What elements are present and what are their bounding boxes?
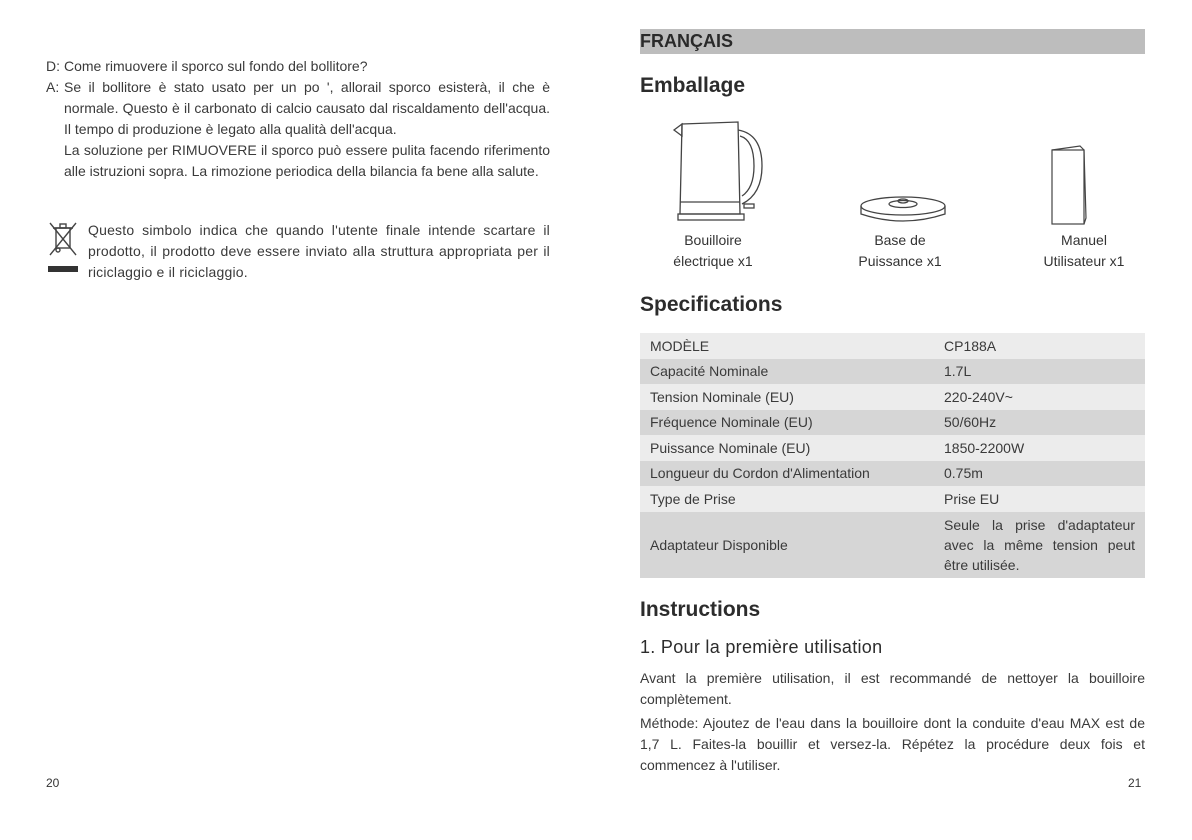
- table-row: [640, 384, 1145, 410]
- spec-label: Adaptateur Disponible: [640, 512, 934, 578]
- faq-answer-2: La soluzione per RIMUOVERE il sporco può essere pulita facendo riferimento alle istruzioni sopra. La rimozione periodica della bilancia fa bene alla salute.: [64, 142, 550, 179]
- faq-question: Come rimuovere il sporco sul fondo del bollitore?: [64, 58, 368, 74]
- language-header: FRANÇAIS: [640, 29, 1145, 54]
- spec-label: MODÈLE: [640, 333, 934, 359]
- spec-value: 220-240V~: [934, 384, 1145, 410]
- instructions-paragraph-2: Méthode: Ajoutez de l'eau dans la bouilloire dont la conduite d'eau MAX est de 1,7 L. Faites-la bouillir et versez-la. Répétez la procédure deux fois et commencez à l'utiliser.: [640, 715, 1145, 773]
- specs-title: Specifications: [640, 293, 783, 316]
- spec-label: Tension Nominale (EU): [640, 384, 934, 410]
- spec-label: Capacité Nominale: [640, 359, 934, 385]
- spec-value: 0.75m: [934, 461, 1145, 487]
- spec-value: Seule la prise d'adaptateur avec la même tension peut être utilisée.: [934, 512, 1145, 578]
- item-base-caption: Base de Puissance x1: [858, 232, 942, 269]
- table-row: [640, 486, 1145, 512]
- instructions-title: Instructions: [640, 598, 761, 621]
- spec-value: 1850-2200W: [934, 435, 1145, 461]
- spec-value: 1.7L: [934, 359, 1145, 385]
- table-row: [640, 435, 1145, 461]
- spec-label: Type de Prise: [640, 486, 934, 512]
- spec-label: Longueur du Cordon d'Alimentation: [640, 461, 934, 487]
- spec-label: Puissance Nominale (EU): [640, 435, 934, 461]
- faq-answer-1: Se il bollitore è stato usato per un po ', allorail sporco esisterà, il che è normale. Questo è il carbonato di calcio causato dal riscaldamento dell'acqua. Il tempo di produzione è legato alla qualità dell'acqua.: [64, 79, 550, 137]
- table-row: [640, 410, 1145, 436]
- power-base-icon: [856, 192, 950, 231]
- weee-text: Questo simbolo indica che quando l'utente finale intende scartare il prodotto, il prodotto deve essere inviato alla struttura appropriata per il riciclaggio e il riciclaggio.: [88, 222, 550, 280]
- item-kettle-caption: Bouilloire électrique x1: [673, 232, 753, 269]
- kettle-icon: [668, 116, 770, 233]
- table-row: [640, 333, 1145, 359]
- table-row: [640, 461, 1145, 487]
- question-prefix: D:: [46, 58, 60, 74]
- spec-value: 50/60Hz: [934, 410, 1145, 436]
- item-manual-caption: Manuel Utilisateur x1: [1043, 232, 1125, 269]
- packaging-title: Emballage: [640, 74, 746, 97]
- table-row: [640, 359, 1145, 385]
- table-row: [640, 512, 1145, 578]
- faq-block: [46, 56, 550, 182]
- crossed-out-bin-icon: [46, 220, 82, 283]
- spec-value: Prise EU: [934, 486, 1145, 512]
- instructions-paragraph-1: Avant la première utilisation, il est recommandé de nettoyer la bouilloire complètement.: [640, 670, 1145, 707]
- spec-label: Fréquence Nominale (EU): [640, 410, 934, 436]
- page-number-left: 20: [46, 776, 60, 790]
- page-number-right: 21: [1128, 776, 1142, 790]
- specs-table: [640, 333, 1145, 578]
- weee-notice: [46, 220, 550, 283]
- manual-icon: [1048, 144, 1090, 233]
- answer-prefix: A:: [46, 79, 60, 95]
- first-use-title: 1. Pour la première utilisation: [640, 637, 883, 657]
- spec-value: CP188A: [934, 333, 1145, 359]
